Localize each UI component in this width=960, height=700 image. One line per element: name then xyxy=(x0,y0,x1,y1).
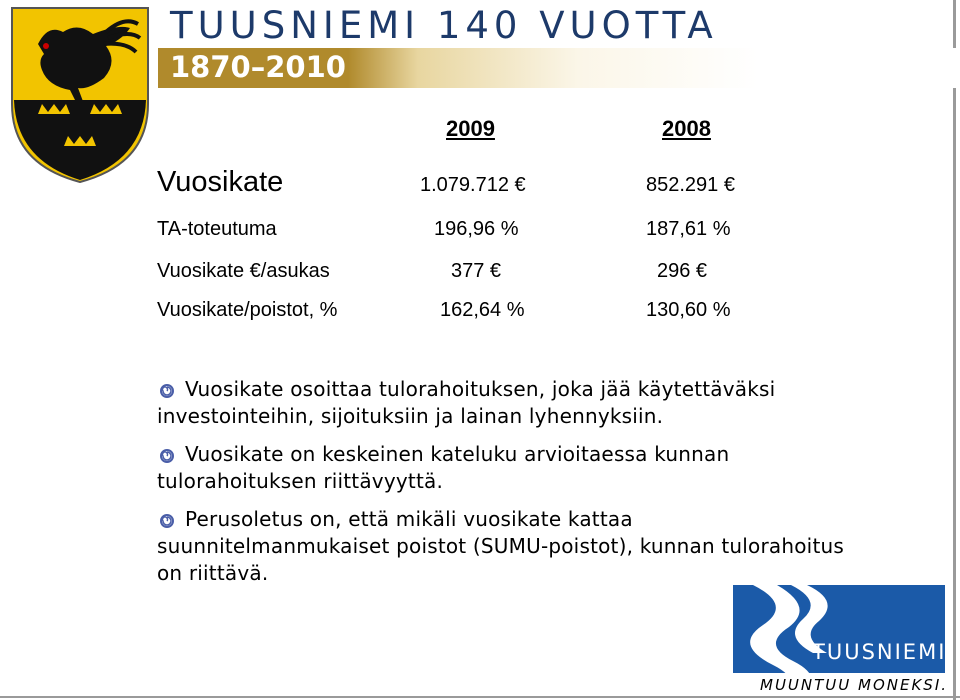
row-value-2008: 296 € xyxy=(657,260,708,282)
row-label-vuosikate: Vuosikate xyxy=(157,166,284,198)
bullet-item xyxy=(157,376,857,430)
row-value-2008: 130,60 % xyxy=(646,299,731,321)
logo-slogan: MUUNTUU MONEKSI. xyxy=(760,676,949,694)
bullet-swirl-icon xyxy=(159,384,181,398)
bullet-text: Perusoletus on, että mikäli vuosikate kattaa suunnitelmanmukaiset poistot (SUMU-poistot), kunnan tulorahoitus on riittävä. xyxy=(157,507,844,585)
row-value-2009: 377 € xyxy=(451,260,502,282)
right-border xyxy=(953,0,956,700)
row-value-2008: 187,61 % xyxy=(646,218,731,240)
row-label-ta-toteutuma: TA-toteutuma xyxy=(157,218,277,240)
year-heading-2009: 2009 xyxy=(446,116,495,141)
row-value-2009: 162,64 % xyxy=(440,299,525,321)
row-label-vuosikate-poistot: Vuosikate/poistot, % xyxy=(157,299,338,321)
bullet-item xyxy=(157,441,857,495)
row-label-vuosikate-asukas: Vuosikate €/asukas xyxy=(157,260,330,282)
logo-name: TUUSNIEMI xyxy=(812,640,947,664)
coat-of-arms-icon xyxy=(8,4,156,186)
bullet-list xyxy=(157,376,857,598)
year-heading-2008: 2008 xyxy=(662,116,711,141)
page-title: TUUSNIEMI 140 VUOTTA xyxy=(170,4,718,47)
row-value-2008: 852.291 € xyxy=(646,174,735,196)
bullet-swirl-icon xyxy=(159,514,181,528)
row-value-2009: 196,96 % xyxy=(434,218,519,240)
bullet-swirl-icon xyxy=(159,449,181,463)
bullet-text: Vuosikate osoittaa tulorahoituksen, joka jää käytettäväksi investointeihin, sijoituksiin ja lainan lyhennyksiin. xyxy=(157,377,776,428)
row-value-2009: 1.079.712 € xyxy=(420,174,526,196)
anniversary-years: 1870–2010 xyxy=(170,50,346,84)
bottom-border xyxy=(0,696,960,698)
bullet-text: Vuosikate on keskeinen kateluku arvioitaessa kunnan tulorahoituksen riittävyyttä. xyxy=(157,442,730,493)
bullet-item xyxy=(157,506,857,587)
